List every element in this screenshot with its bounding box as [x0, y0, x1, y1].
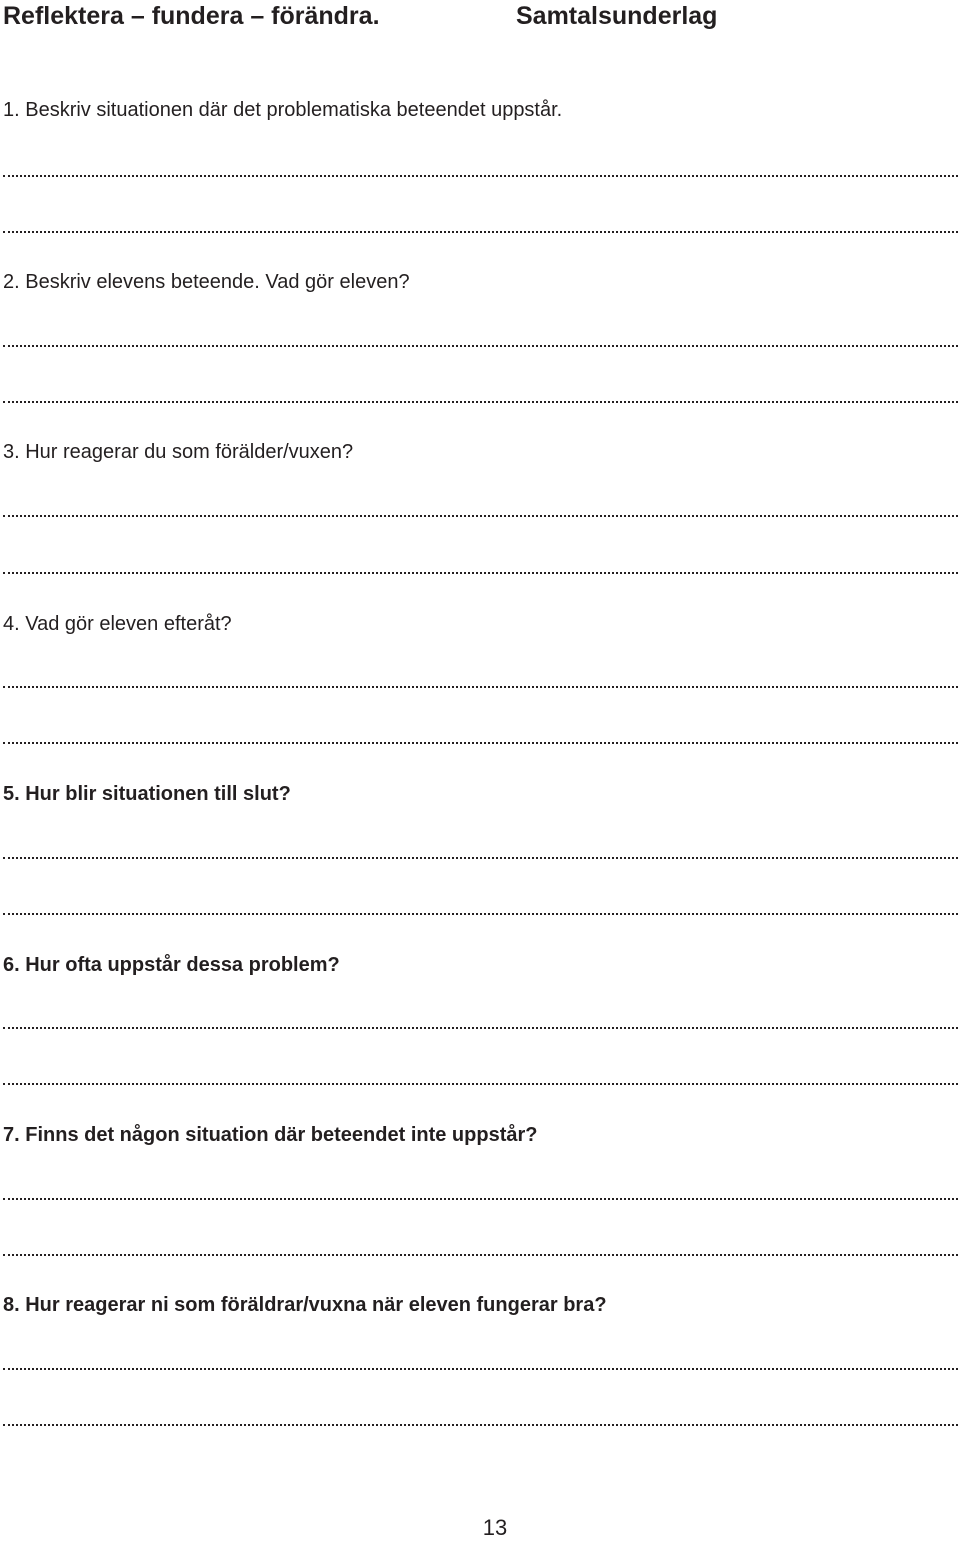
answer-line[interactable] [3, 401, 958, 403]
answer-line[interactable] [3, 175, 958, 177]
answer-line[interactable] [3, 1424, 958, 1426]
answer-line[interactable] [3, 1083, 958, 1085]
answer-line[interactable] [3, 1027, 958, 1029]
page-subtitle: Samtalsunderlag [516, 2, 718, 30]
answer-line[interactable] [3, 1198, 958, 1200]
question-text: 3. Hur reagerar du som förälder/vuxen? [3, 441, 354, 463]
answer-line[interactable] [3, 515, 958, 517]
answer-line[interactable] [3, 1254, 958, 1256]
answer-line[interactable] [3, 572, 958, 574]
question-text: 7. Finns det någon situation där beteendet inte uppstår? [3, 1124, 538, 1146]
question-text: 6. Hur ofta uppstår dessa problem? [3, 954, 340, 976]
answer-line[interactable] [3, 231, 958, 233]
question-text: 8. Hur reagerar ni som föräldrar/vuxna när eleven fungerar bra? [3, 1294, 607, 1316]
answer-line[interactable] [3, 345, 958, 347]
page-title: Reflektera – fundera – förändra. [3, 2, 380, 30]
answer-line[interactable] [3, 857, 958, 859]
page-header [0, 0, 960, 40]
question-text: 5. Hur blir situationen till slut? [3, 783, 291, 805]
answer-line[interactable] [3, 686, 958, 688]
answer-line[interactable] [3, 1368, 958, 1370]
question-text: 4. Vad gör eleven efteråt? [3, 613, 232, 635]
answer-line[interactable] [3, 742, 958, 744]
question-text: 1. Beskriv situationen där det problematiska beteendet uppstår. [3, 99, 563, 121]
question-text: 2. Beskriv elevens beteende. Vad gör eleven? [3, 271, 410, 293]
answer-line[interactable] [3, 913, 958, 915]
page-number: 13 [482, 1515, 508, 1540]
